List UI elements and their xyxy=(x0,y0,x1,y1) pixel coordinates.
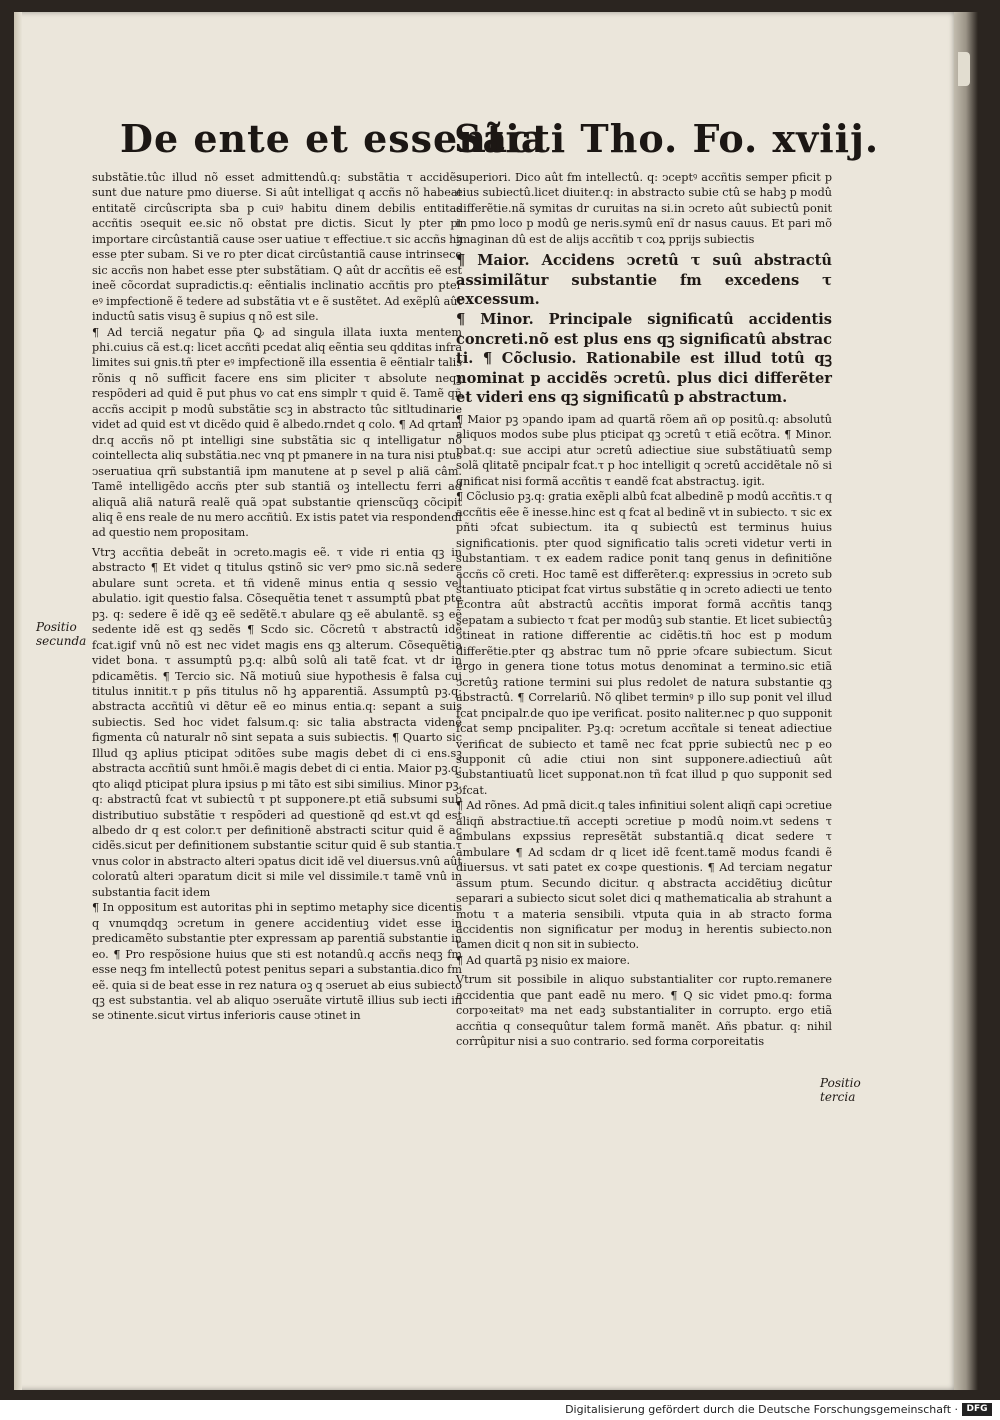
running-head xyxy=(14,116,954,166)
margin-note-left: Positio secunda xyxy=(36,620,87,648)
right-paragraph-5: Vtrum sit possibile in aliquo substantialiter cor rupto.remanere accidentia que pant eadẽ nu mero. ¶ Q sic videt pmo.q: forma corpoꝛeitatꝰ ma net eadꝫ substantialiter in corrupto. ergo etiã accñtia q consequûtur talem formã manẽt. Añs pbatur. q: nihil corrûpitur nisi a suo contrario. sed forma corporeitatis xyxy=(456,973,832,1049)
left-paragraph-3: Vtrꝫ accñtia debeãt in ↄcreto.magis eẽ. τ vide ri entia qꝫ in abstracto ¶ Et videt q titulus qstinõ sic verꝰ pmo sic.nã sedere abulare sunt ↄcreta. et tñ videnẽ minus entia q sessio vel abulatio. igit questio falsa. Cõsequẽtia tenet τ assumptû pbat pte pꝫ. q: sedere ẽ idẽ qꝫ eẽ sedẽtẽ.τ abulare qꝫ eẽ abulantẽ. sꝫ eẽ sedente idẽ est qꝫ sedẽs ¶ Scdo sic. Cõcretû τ abstractû idẽ fcat.igif vnû nõ est nec videt magis ens qꝫ alterum. Cõsequẽtia videt bona. τ assumptû pꝫ.q: albû solû ali tatẽ fcat. vt dr in pdicamẽtis. ¶ Tercio sic. Nã motiuû siue hypothesis ẽ falsa cui titulus innitit.τ p pñs titulus nõ hꝫ apparentiã. Assumptû pꝫ.q: abstracta accñtiû vi dẽtur eẽ eo minus entia.q: sepant a suis subiectis. Sed hoc videt falsum.q: sic talia abstracta videnẽ figmenta cû naturalr nõ sint sepata a suis subiectis. ¶ Quarto sic Illud qꝫ aplius pticipat ↄditões sube magis debet di ci ens.sꝫ abstracta accñtiû sunt hmõi.ẽ magis debet di ci entia. Maior pꝫ.q: qto aliqd pticipat plura ipsius p mi tãto est sibi similius. Minor pꝫ. q: abstractû fcat vt subiectû τ pt supponere.pt etiã subsumi sub distributiuo substãtie τ respõderi ad questionẽ qd est.vt qd est albedo dr q est color.τ per definitionẽ abstracti scitur quid ẽ ac cidẽs.sicut per definitionem substantie scitur quid ẽ sub stantia.τ vnus color in abstracto alteri ↄpatus dicit idẽ vel diuersus.vnû aût coloratû alteri ↄparatum dicit si mile vel dissimile.τ tamẽ vnû in substantia facit idem xyxy=(92,545,462,899)
page-corner xyxy=(958,52,970,86)
syllogism-minor: ¶ Minor. Principale significatû accidentis concreti.nõ est plus ens qꝫ significatû abstrac ti. ¶ Cõclusio. Rationabile est illud totû qꝫ nominat p accidẽs ↄcretû. plus dici differẽter et videri ens qꝫ significatû p abstractum. xyxy=(456,311,832,407)
left-paragraph-2: ¶ Ad terciã negatur pña Ꝙ ad singula illata iuxta mentem phi.cuius cã est.q: licet accñti pcedat aliq eẽntia seu qdditas infra limites sui gnis.tñ pter eꝰ impfectionẽ illa essentia ẽ eẽntialr talis rõnis q nõ sufficit facere ens sim pliciter τ absolute neqꝫ respõderi ad quid ẽ put phus vo cat ens simplr τ quid ẽ. Tamẽ qñ accñs accipit p modû substãtie scꝫ in abstracto tûc sitltudinarie videt ad quid est vt dicẽdo quid ẽ albedo.rndet q colo. ¶ Ad qrtam dr.q accñs nõ pt intelligi sine substãtia sic q intelligatur nõ cointellecta aliq substãtia.nec vnq pt pmanere in na tura nisi ptus ↄseruatiua qrñ substantiã ipm manutene at p sevel p aliã câm. Tamẽ intelligẽdo accñs pter sub stantiã oꝫ intellectu ferri ad aliquã aliã naturã realẽ quã ↄpat substantie qrienscũqꝫ cõcipit aliq ẽ ens reale de nu mero accñtiû. Ex istis patet via respondendi ad questio nem propositam. xyxy=(92,325,462,540)
running-head-right: Sãcti Tho. Fo. xviij. xyxy=(454,116,880,161)
right-paragraph-top: superiori. Dico aût fm intellectû. q: ↄceptꝰ accñtis semper pficit p eius subiectû.licet diuiter.q: in abstracto subie ctû se habꝫ p modû differẽtie.nã symitas dr curuitas na si.in ↄcreto aût subiectû ponit in pmo loco p modû ge neris.symû enĩ dr nasus cauus. Et pari mõ imaginan dû est de alijs accñtib τ coꝝ pprijs subiectis xyxy=(456,171,832,246)
gutter-shadow xyxy=(14,12,22,1390)
right-paragraph-2: ¶ Cõclusio pꝫ.q: gratia exẽpli albû fcat albedinẽ p modû accñtis.τ q accñtis eẽe ẽ inesse.hinc est q fcat al bedinẽ vt in subiecto. τ sic ex pñti ↄfcat subiectum. ita q subiectû est terminus huius significationis. pter quod significatio talis ↄcreti videtur verti in substantiam. τ ex eadem radice ponit tanq genus in definitiõne accñs cõ creti. Hoc tamẽ est differẽter.q: expressius in ↄcreto sub stantiuato pticipat fcat virtus substãtie q in ↄcreto adiecti ue tento Econtra aût abstractû accñtis imporat formã accñtis tanqꝫ sepatam a subiecto τ fcat per modûꝫ sub stantie. Et licet subiectûꝫ ↄtineat in ratione differentie ac cidẽtis.tñ hoc est p modum differẽtie.pter qꝫ abstrac tum nõ pprie ↄfcare subiectum. Sicut ergo in genera tione totus motus denominat a termino.sic etiã ↄcretûꝫ ratione termini sui plus redolet de natura substantie qꝫ abstractû. ¶ Correlariû. Nõ qlibet terminꝰ p illo sup ponit vel illud fcat pncipalr.de quo ipe verificat. posito naliter.nec p quo supponit fcat semp pncipaliter. Pꝫ.q: ↄcretum accñtale si teneat adiectiue verificat de subiecto et tamẽ nec fcat pprie subiectû nec p eo supponit cû adie ctiui non sint supponere.adiectiuû aût substantiuatû licet supponat.non tñ fcat illud p quo supponit sed ↄfcat. xyxy=(456,490,832,797)
running-head-left: De ente et essentia xyxy=(120,116,547,161)
right-paragraph-3: ¶ Ad rõnes. Ad pmã dicit.q tales infinitiui solent aliqñ capi ↄcretiue aliqñ abstractiue.tñ accepti ↄcretiue p modû noim.vt sedens τ ambulans expssius represẽtãt substantiã.q dicat sedere τ ambulare ¶ Ad scdam dr q licet idẽ fcent.tamẽ modus fcandi ẽ diuersus. vt sati patet ex coꝛpe questionis. ¶ Ad terciam negatur assum ptum. Secundo dicitur. q abstracta accidẽtiuꝫ dicûtur separari a subiecto sicut solet dici q mathematicalia ab strahunt a motu τ a materia sensibili. vtputa quia in ab stracto forma accidentis non significatur per moduꝫ in herentis subiecto.non tamen dicit q non sit in subiecto. xyxy=(456,799,832,952)
right-paragraph-4: ¶ Ad quartã pꝫ nisio ex maiore. xyxy=(456,953,631,967)
footer-credit: Digitalisierung gefördert durch die Deutsche Forschungsgemeinschaft · xyxy=(565,1403,958,1416)
dfg-logo: DFG xyxy=(962,1403,992,1416)
right-column xyxy=(456,170,832,1050)
page-leaf xyxy=(14,12,954,1390)
footer-bar xyxy=(0,1400,1000,1420)
right-paragraph-1: ¶ Maior pꝫ ↄpando ipam ad quartã rõem añ op positû.q: absolutû aliquos modos sube plus pticipat qꝫ ↄcretû τ etiã ecõtra. ¶ Minor. pbat.q: sue accipi atur ↄcretû adiectiue siue substãtiuatû semp solã qlitatẽ pncipalr fcat.τ p hoc intelligit q ↄcretû accidẽtale nõ si gnificat nisi formã accñtis τ eandẽ fcat abstractuꝫ. igit. xyxy=(456,413,832,488)
left-paragraph-1: substãtie.tûc illud nõ esset admittendû.q: substãtia τ accidẽs sunt due nature pmo diuerse. Si aût intelligat q accñs nõ habeat entitatẽ circûscripta sba p cuiꝰ habitu dinem debilis entitas accñtis ↄsequit ee.sic nõ obstat pre dictis. Sicut ly pter pt importare circûstantiã cause ↄser uatiue τ effectiue.τ sic accñs hꝫ esse pter subam. Si ve ro pter dicat circûstantiã cause intrinsece sic accñs non habet esse pter substãtiam. Q aût dr accñtis eẽ est ineẽ cõcordat supradictis.q: eẽntialis inclinatio accñtis pro pter eꝰ impfectionẽ ẽ tedere ad substãtia vt e ẽ sustẽtet. Ad exẽplû aût inductû satis visuꝫ ẽ supius q nõ est sile. xyxy=(92,171,462,324)
syllogism-maior: ¶ Maior. Accidens ↄcretû τ suû abstractû assimilãtur substantie fm excedens τ excessum. xyxy=(456,252,832,309)
left-column xyxy=(92,170,462,1024)
margin-note-right: Positio tercia xyxy=(820,1076,861,1104)
left-paragraph-4: ¶ In oppositum est autoritas phi in septimo metaphy sice dicentis q vnumqdqꝫ ↄcretum in genere accidentiuꝫ videt esse in predicamẽto substantie pter expressam ap parentiã substantie in eo. ¶ Pro respõsione huius que sti est notandû.q accñs neqꝫ fm esse neqꝫ fm intellectû potest penitus separi a substantia.dico fm eẽ. quia si de beat esse in rez natura oꝫ q ↄseruet ab eius subiecto qꝫ est substantia. vel ab aliquo ↄseruãte virtutẽ illius sub iecti in se ↄtinente.sicut virtus inferioris cause ↄtinet in xyxy=(92,901,462,1023)
